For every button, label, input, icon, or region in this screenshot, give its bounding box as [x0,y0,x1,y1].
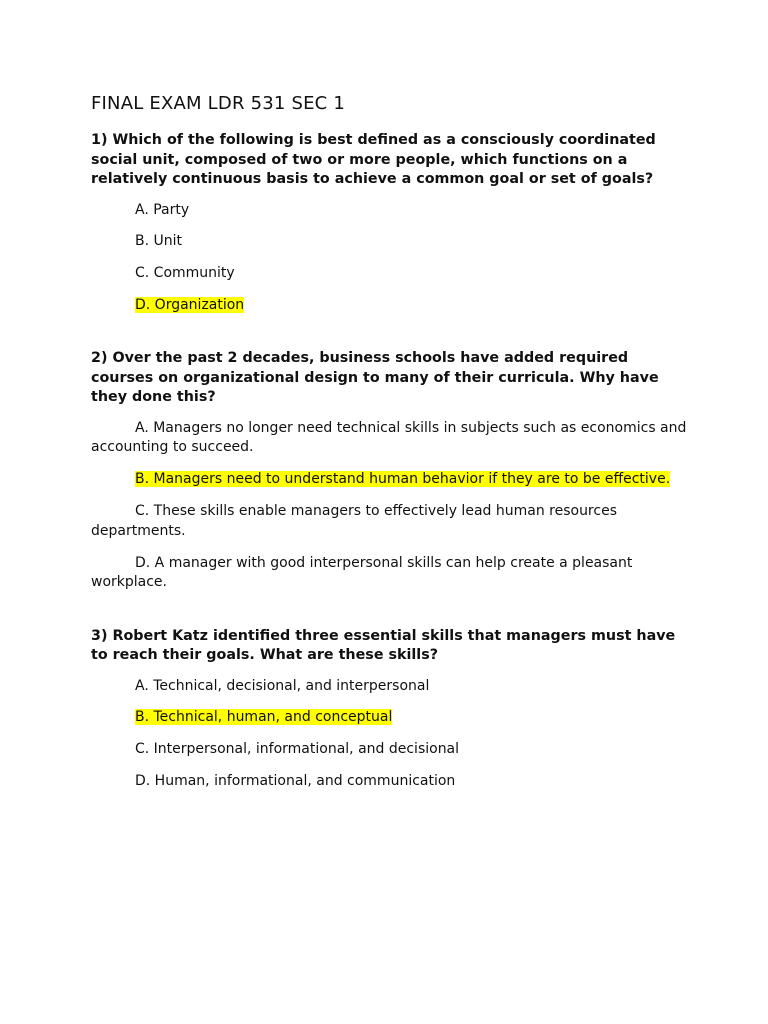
option-label: D. Human, informational, and communication [135,772,456,789]
highlighted-answer: B. Managers need to understand human behavior if they are to be effective. [135,471,671,488]
answer-option-a [135,677,691,697]
highlighted-answer: D. Organization [135,296,245,313]
answer-option-c [91,502,691,541]
answer-option-a [91,419,691,458]
answer-option-d [91,554,691,593]
option-label: C. These skills enable managers to effectively lead human resources departments. [91,503,617,539]
answer-option-a [135,201,691,221]
option-label: D. A manager with good interpersonal skills can help create a pleasant workplace. [91,554,633,591]
question-3 [91,627,691,792]
page-title: FINAL EXAM LDR 531 SEC 1 [91,93,345,114]
option-label: A. Managers no longer need technical skills in subjects such as economics and accounting to succeed. [91,419,687,456]
question-2 [91,349,691,593]
option-label: C. Community [135,264,235,281]
question-text: 1) Which of the following is best defined as a consciously coordinated social unit, composed of two or more people, which functions on a relatively continuous basis to achieve a common goal or set of goals? [91,132,656,187]
answer-option-d [135,772,691,792]
question-text: 2) Over the past 2 decades, business schools have added required courses on organizational design to many of their curricula. Why have they done this? [91,350,659,406]
option-label: A. Party [135,201,190,218]
answer-option-b [135,708,691,728]
highlighted-answer: B. Technical, human, and conceptual [135,709,393,726]
option-label: B. Unit [135,233,183,250]
answer-option-d [135,296,691,316]
document-page [91,92,691,803]
question-1 [91,131,691,315]
question-text: 3) Robert Katz identified three essential skills that managers must have to reach their goals. What are these skills? [91,627,676,664]
answer-option-b [91,470,691,490]
option-label: C. Interpersonal, informational, and decisional [135,740,460,757]
answer-option-c [135,264,691,284]
answer-option-b [135,232,691,252]
option-label: A. Technical, decisional, and interpersonal [135,677,430,694]
answer-option-c [135,740,691,760]
